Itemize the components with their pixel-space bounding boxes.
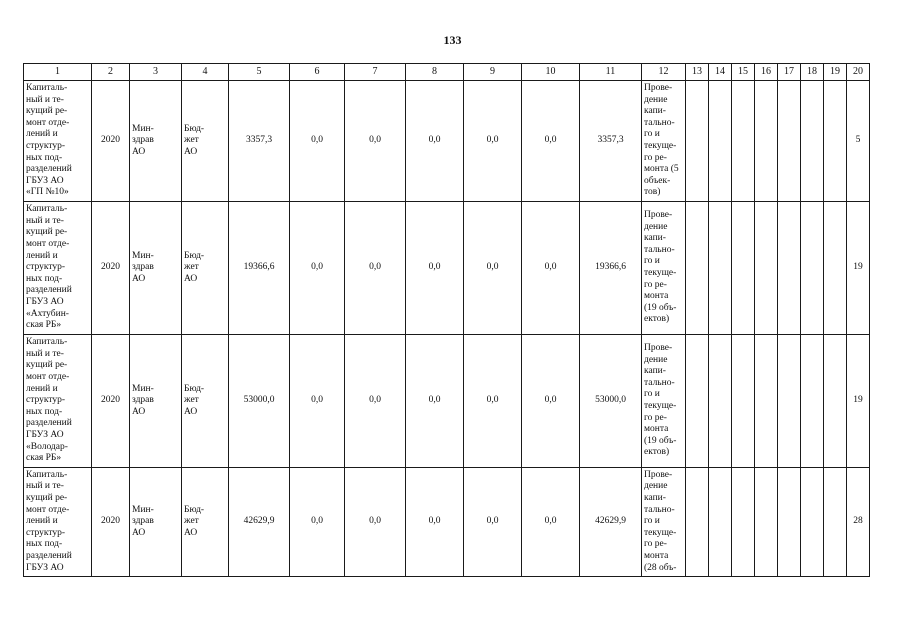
column-header: 2 bbox=[92, 64, 130, 81]
indicator-cell: 28 bbox=[847, 468, 870, 577]
amount-cell: 0,0 bbox=[522, 468, 580, 577]
column-header: 17 bbox=[778, 64, 801, 81]
amount-cell: 0,0 bbox=[406, 468, 464, 577]
indicator-cell: 19 bbox=[847, 335, 870, 468]
column-header: 9 bbox=[464, 64, 522, 81]
document-table bbox=[23, 63, 870, 577]
amount-cell: 0,0 bbox=[290, 81, 345, 202]
empty-cell bbox=[709, 81, 732, 202]
column-header: 1 bbox=[24, 64, 92, 81]
empty-cell bbox=[732, 202, 755, 335]
amount-cell: 0,0 bbox=[290, 468, 345, 577]
page-number: 133 bbox=[443, 33, 462, 47]
year-cell: 2020 bbox=[92, 335, 130, 468]
column-header: 14 bbox=[709, 64, 732, 81]
empty-cell bbox=[732, 468, 755, 577]
column-header: 20 bbox=[847, 64, 870, 81]
activity-name-cell: Капиталь- ный и те- кущий ре- монт отде- лений и структур- ных под- разделений ГБУЗ АО «ГП №10» bbox=[24, 81, 92, 202]
empty-cell bbox=[755, 335, 778, 468]
empty-cell bbox=[686, 81, 709, 202]
amount-cell: 19366,6 bbox=[580, 202, 642, 335]
amount-cell: 0,0 bbox=[406, 81, 464, 202]
result-cell: Прове- дение капи- тально- го и текуще- го ре- монта (28 объ- bbox=[642, 468, 686, 577]
funding-source-cell: Бюд- жет АО bbox=[182, 468, 229, 577]
empty-cell bbox=[824, 81, 847, 202]
amount-cell: 0,0 bbox=[522, 335, 580, 468]
empty-cell bbox=[778, 202, 801, 335]
empty-cell bbox=[778, 468, 801, 577]
empty-cell bbox=[824, 335, 847, 468]
executor-cell: Мин- здрав АО bbox=[130, 468, 182, 577]
activity-name-cell: Капиталь- ный и те- кущий ре- монт отде- лений и структур- ных под- разделений ГБУЗ АО «Володар- ская РБ» bbox=[24, 335, 92, 468]
column-header: 18 bbox=[801, 64, 824, 81]
column-header: 16 bbox=[755, 64, 778, 81]
funding-source-cell: Бюд- жет АО bbox=[182, 335, 229, 468]
amount-cell: 3357,3 bbox=[229, 81, 290, 202]
empty-cell bbox=[709, 202, 732, 335]
column-header: 5 bbox=[229, 64, 290, 81]
empty-cell bbox=[732, 81, 755, 202]
amount-cell: 0,0 bbox=[345, 335, 406, 468]
column-header: 8 bbox=[406, 64, 464, 81]
column-header: 3 bbox=[130, 64, 182, 81]
empty-cell bbox=[778, 81, 801, 202]
empty-cell bbox=[686, 468, 709, 577]
empty-cell bbox=[824, 202, 847, 335]
amount-cell: 0,0 bbox=[406, 202, 464, 335]
executor-cell: Мин- здрав АО bbox=[130, 335, 182, 468]
header-row bbox=[24, 64, 870, 81]
amount-cell: 3357,3 bbox=[580, 81, 642, 202]
executor-cell: Мин- здрав АО bbox=[130, 202, 182, 335]
table-row bbox=[24, 335, 870, 468]
column-header: 13 bbox=[686, 64, 709, 81]
empty-cell bbox=[709, 468, 732, 577]
funding-source-cell: Бюд- жет АО bbox=[182, 202, 229, 335]
column-header: 10 bbox=[522, 64, 580, 81]
column-header: 12 bbox=[642, 64, 686, 81]
amount-cell: 0,0 bbox=[522, 81, 580, 202]
empty-cell bbox=[801, 202, 824, 335]
amount-cell: 0,0 bbox=[464, 202, 522, 335]
table-row bbox=[24, 81, 870, 202]
amount-cell: 0,0 bbox=[464, 335, 522, 468]
amount-cell: 0,0 bbox=[464, 81, 522, 202]
amount-cell: 0,0 bbox=[406, 335, 464, 468]
activity-name-cell: Капиталь- ный и те- кущий ре- монт отде- лений и структур- ных под- разделений ГБУЗ АО «Ахтубин- ская РБ» bbox=[24, 202, 92, 335]
amount-cell: 53000,0 bbox=[229, 335, 290, 468]
amount-cell: 0,0 bbox=[345, 202, 406, 335]
amount-cell: 0,0 bbox=[345, 81, 406, 202]
indicator-cell: 5 bbox=[847, 81, 870, 202]
activity-name-cell: Капиталь- ный и те- кущий ре- монт отде- лений и структур- ных под- разделений ГБУЗ АО bbox=[24, 468, 92, 577]
column-header: 15 bbox=[732, 64, 755, 81]
year-cell: 2020 bbox=[92, 202, 130, 335]
amount-cell: 0,0 bbox=[290, 335, 345, 468]
amount-cell: 0,0 bbox=[522, 202, 580, 335]
table-row bbox=[24, 202, 870, 335]
empty-cell bbox=[801, 81, 824, 202]
indicator-cell: 19 bbox=[847, 202, 870, 335]
column-header: 7 bbox=[345, 64, 406, 81]
empty-cell bbox=[755, 81, 778, 202]
year-cell: 2020 bbox=[92, 468, 130, 577]
empty-cell bbox=[824, 468, 847, 577]
column-header: 19 bbox=[824, 64, 847, 81]
empty-cell bbox=[778, 335, 801, 468]
amount-cell: 0,0 bbox=[345, 468, 406, 577]
executor-cell: Мин- здрав АО bbox=[130, 81, 182, 202]
result-cell: Прове- дение капи- тально- го и текуще- го ре- монта (5 объек- тов) bbox=[642, 81, 686, 202]
year-cell: 2020 bbox=[92, 81, 130, 202]
amount-cell: 42629,9 bbox=[229, 468, 290, 577]
table-row bbox=[24, 468, 870, 577]
empty-cell bbox=[686, 202, 709, 335]
column-header: 4 bbox=[182, 64, 229, 81]
empty-cell bbox=[709, 335, 732, 468]
empty-cell bbox=[686, 335, 709, 468]
empty-cell bbox=[755, 202, 778, 335]
empty-cell bbox=[801, 468, 824, 577]
amount-cell: 0,0 bbox=[464, 468, 522, 577]
column-header: 6 bbox=[290, 64, 345, 81]
amount-cell: 0,0 bbox=[290, 202, 345, 335]
empty-cell bbox=[732, 335, 755, 468]
funding-source-cell: Бюд- жет АО bbox=[182, 81, 229, 202]
result-cell: Прове- дение капи- тально- го и текуще- го ре- монта (19 объ- ектов) bbox=[642, 202, 686, 335]
amount-cell: 53000,0 bbox=[580, 335, 642, 468]
empty-cell bbox=[755, 468, 778, 577]
column-header: 11 bbox=[580, 64, 642, 81]
result-cell: Прове- дение капи- тально- го и текуще- го ре- монта (19 объ- ектов) bbox=[642, 335, 686, 468]
empty-cell bbox=[801, 335, 824, 468]
amount-cell: 19366,6 bbox=[229, 202, 290, 335]
amount-cell: 42629,9 bbox=[580, 468, 642, 577]
